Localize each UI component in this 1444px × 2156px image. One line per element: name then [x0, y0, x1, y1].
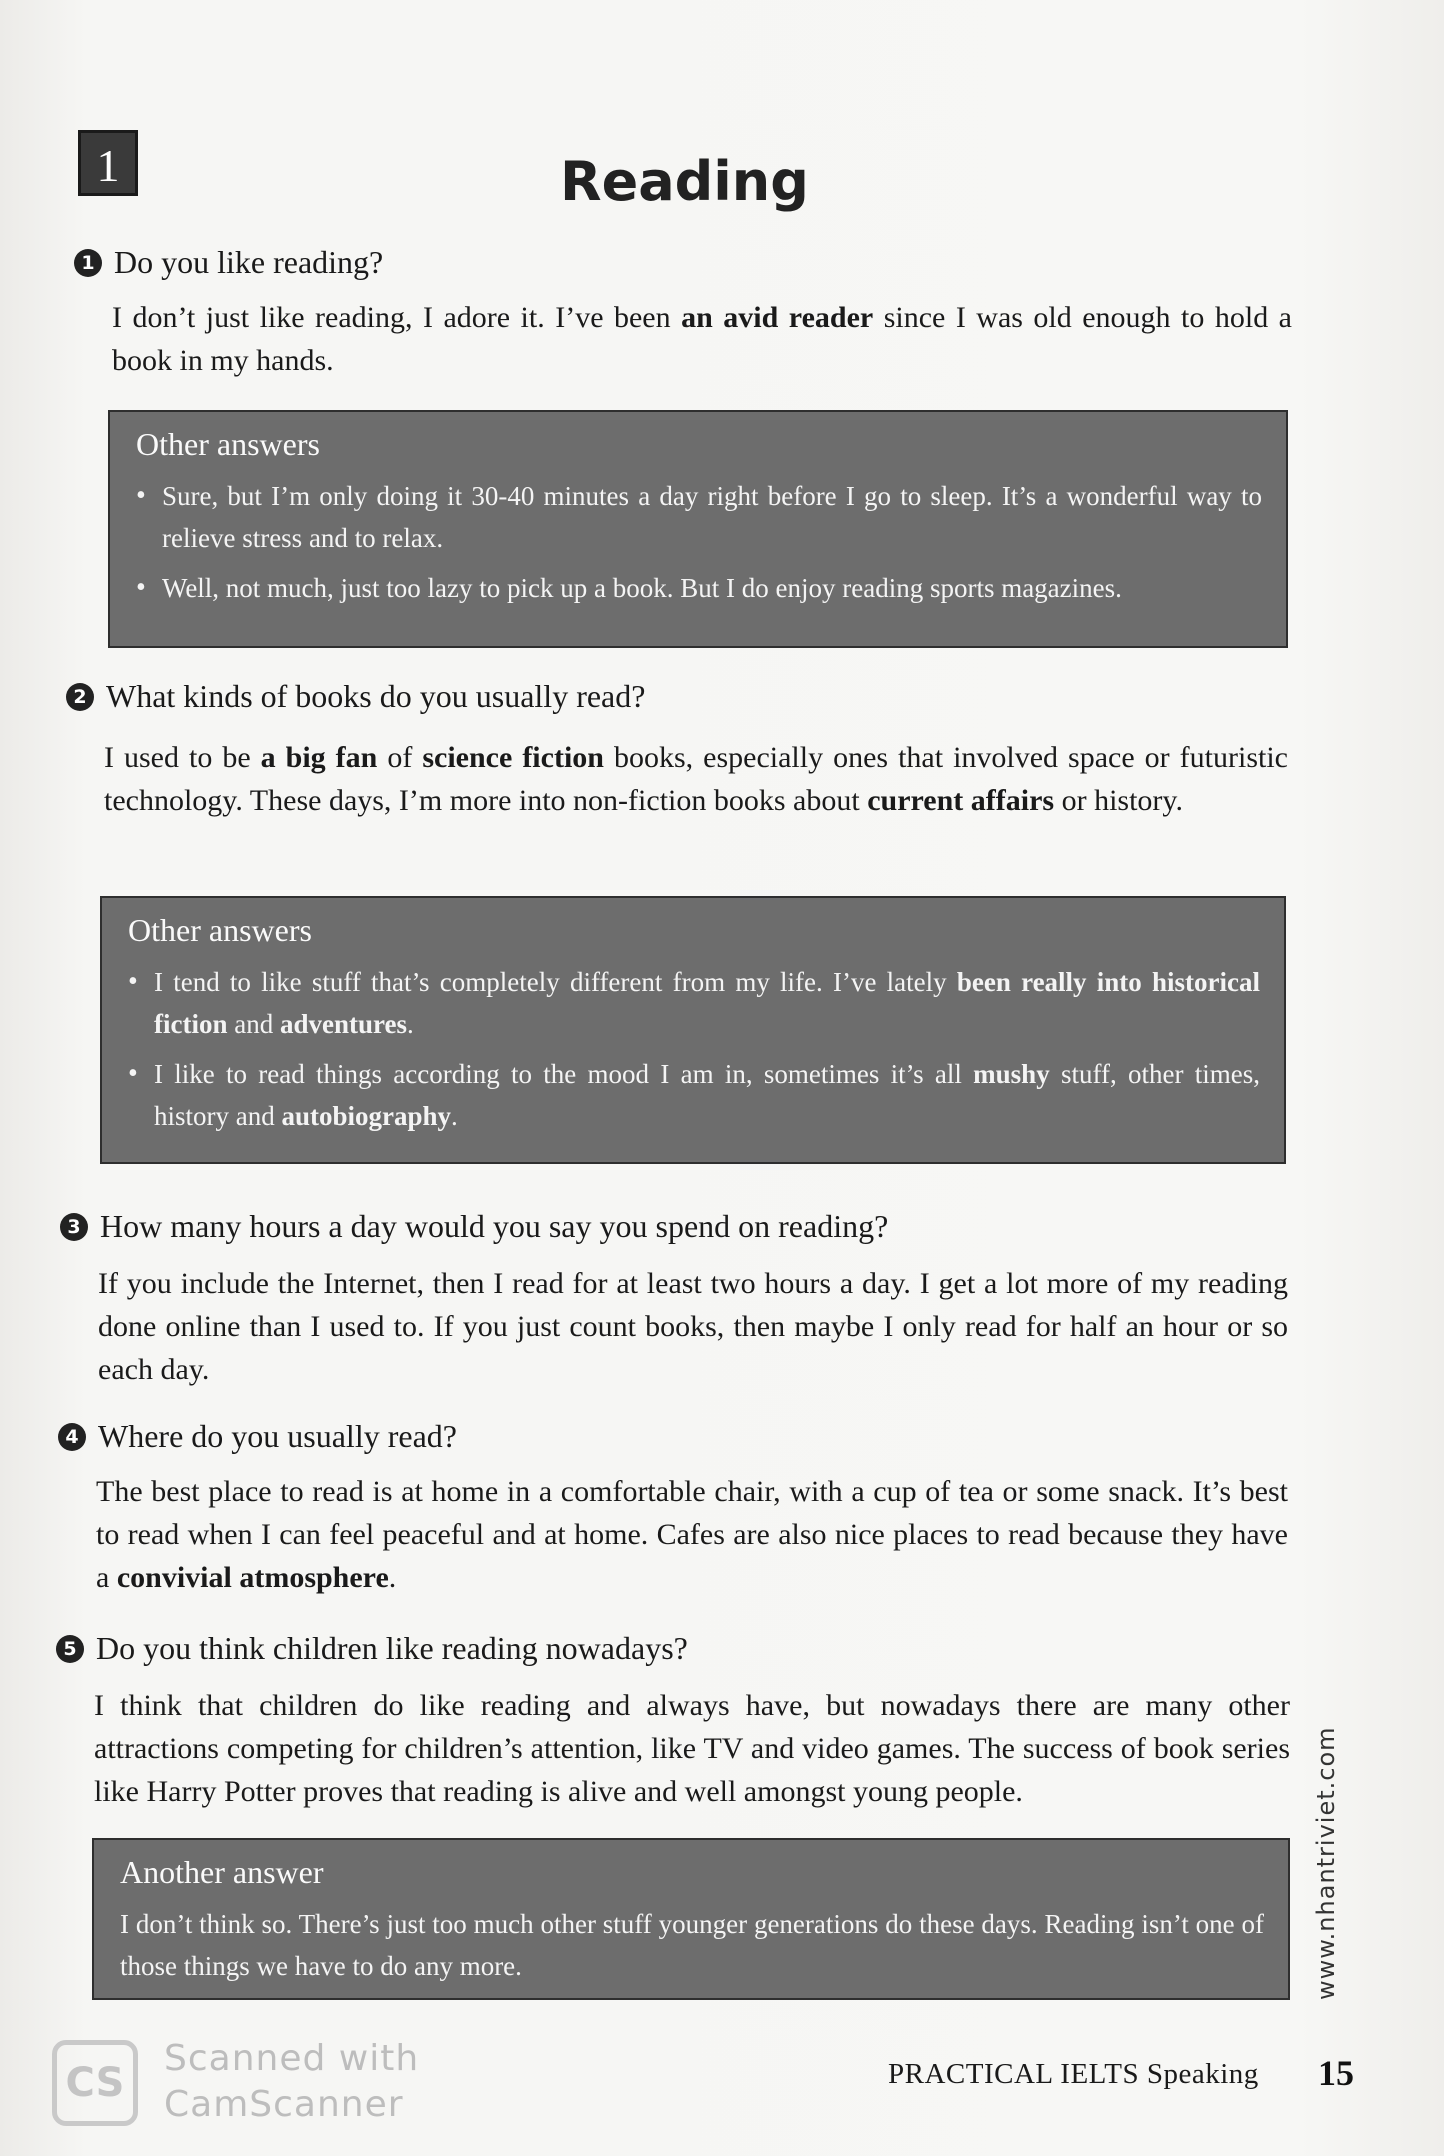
question-number-icon: 5 — [56, 1635, 84, 1663]
footer-book-title: PRACTICAL IELTS Speaking — [888, 2058, 1259, 2090]
box-title: Another answer — [120, 1854, 324, 1890]
list-item: • I like to read things according to the mood I am in, sometimes it’s all mushy stuff, other times, history and autobiography. — [128, 1053, 1260, 1137]
answer-5: I think that children do like reading and always have, but nowadays there are many other attractions competing for children’s attention, like TV and video games. The success of book series like Harry Potter proves that reading is alive and well amongst young people. — [94, 1689, 1290, 1808]
list-item: • Sure, but I’m only doing it 30-40 minutes a day right before I go to sleep. It’s a wonderful way to relieve stress and to relax. — [136, 475, 1262, 559]
other-answers-box-2 — [100, 896, 1286, 1164]
chapter-number: 1 — [78, 130, 138, 196]
answer-1: I don’t just like reading, I adore it. I’ve been an avid reader since I was old enough to hold a book in my hands. — [112, 301, 1292, 377]
question-1 — [74, 244, 383, 281]
box-title: Other answers — [136, 426, 320, 462]
camscanner-watermark: Scanned with CamScanner — [164, 2038, 420, 2125]
question-2 — [66, 678, 645, 715]
question-text: How many hours a day would you say you spend on reading? — [100, 1208, 889, 1244]
answer-3: If you include the Internet, then I read for at least two hours a day. I get a lot more of my reading done online than I used to. If you just count books, then maybe I only read for half an hour or so each day. — [98, 1267, 1288, 1386]
box-title: Other answers — [128, 912, 312, 948]
question-number-icon: 4 — [58, 1423, 86, 1451]
list-item: • I tend to like stuff that’s completely different from my life. I’ve lately been really into historical fiction and adventures. — [128, 961, 1260, 1045]
question-5 — [56, 1630, 688, 1667]
question-number-icon: 1 — [74, 249, 102, 277]
answer-2: I used to be a big fan of science fiction books, especially ones that involved space or futuristic technology. These days, I’m more into non-fiction books about current affairs or history. — [104, 741, 1288, 817]
question-text: Do you think children like reading nowadays? — [96, 1630, 688, 1666]
other-answers-box-1 — [108, 410, 1288, 648]
another-answer-box — [92, 1838, 1290, 2000]
question-text: Do you like reading? — [114, 244, 384, 280]
answer-4: The best place to read is at home in a comfortable chair, with a cup of tea or some snack. It’s best to read when I can feel peaceful and at home. Cafes are also nice places to read because they have a convivial atmosphere. — [96, 1475, 1288, 1594]
page-title: Reading — [560, 150, 809, 213]
list-item: • Well, not much, just too lazy to pick up a book. But I do enjoy reading sports magazines. — [136, 567, 1262, 609]
side-website-url: www.nhantriviet.com — [1312, 1726, 1340, 2000]
camscanner-logo-icon: CS — [52, 2040, 138, 2126]
page-number: 15 — [1318, 2053, 1354, 2093]
question-4 — [58, 1418, 457, 1455]
question-text: What kinds of books do you usually read? — [106, 678, 646, 714]
question-3 — [60, 1208, 888, 1245]
question-text: Where do you usually read? — [98, 1418, 457, 1454]
question-number-icon: 2 — [66, 683, 94, 711]
question-number-icon: 3 — [60, 1213, 88, 1241]
box-text: I don’t think so. There’s just too much other stuff younger generations do these days. Reading isn’t one of those things we have to do any more. — [120, 1909, 1264, 1981]
